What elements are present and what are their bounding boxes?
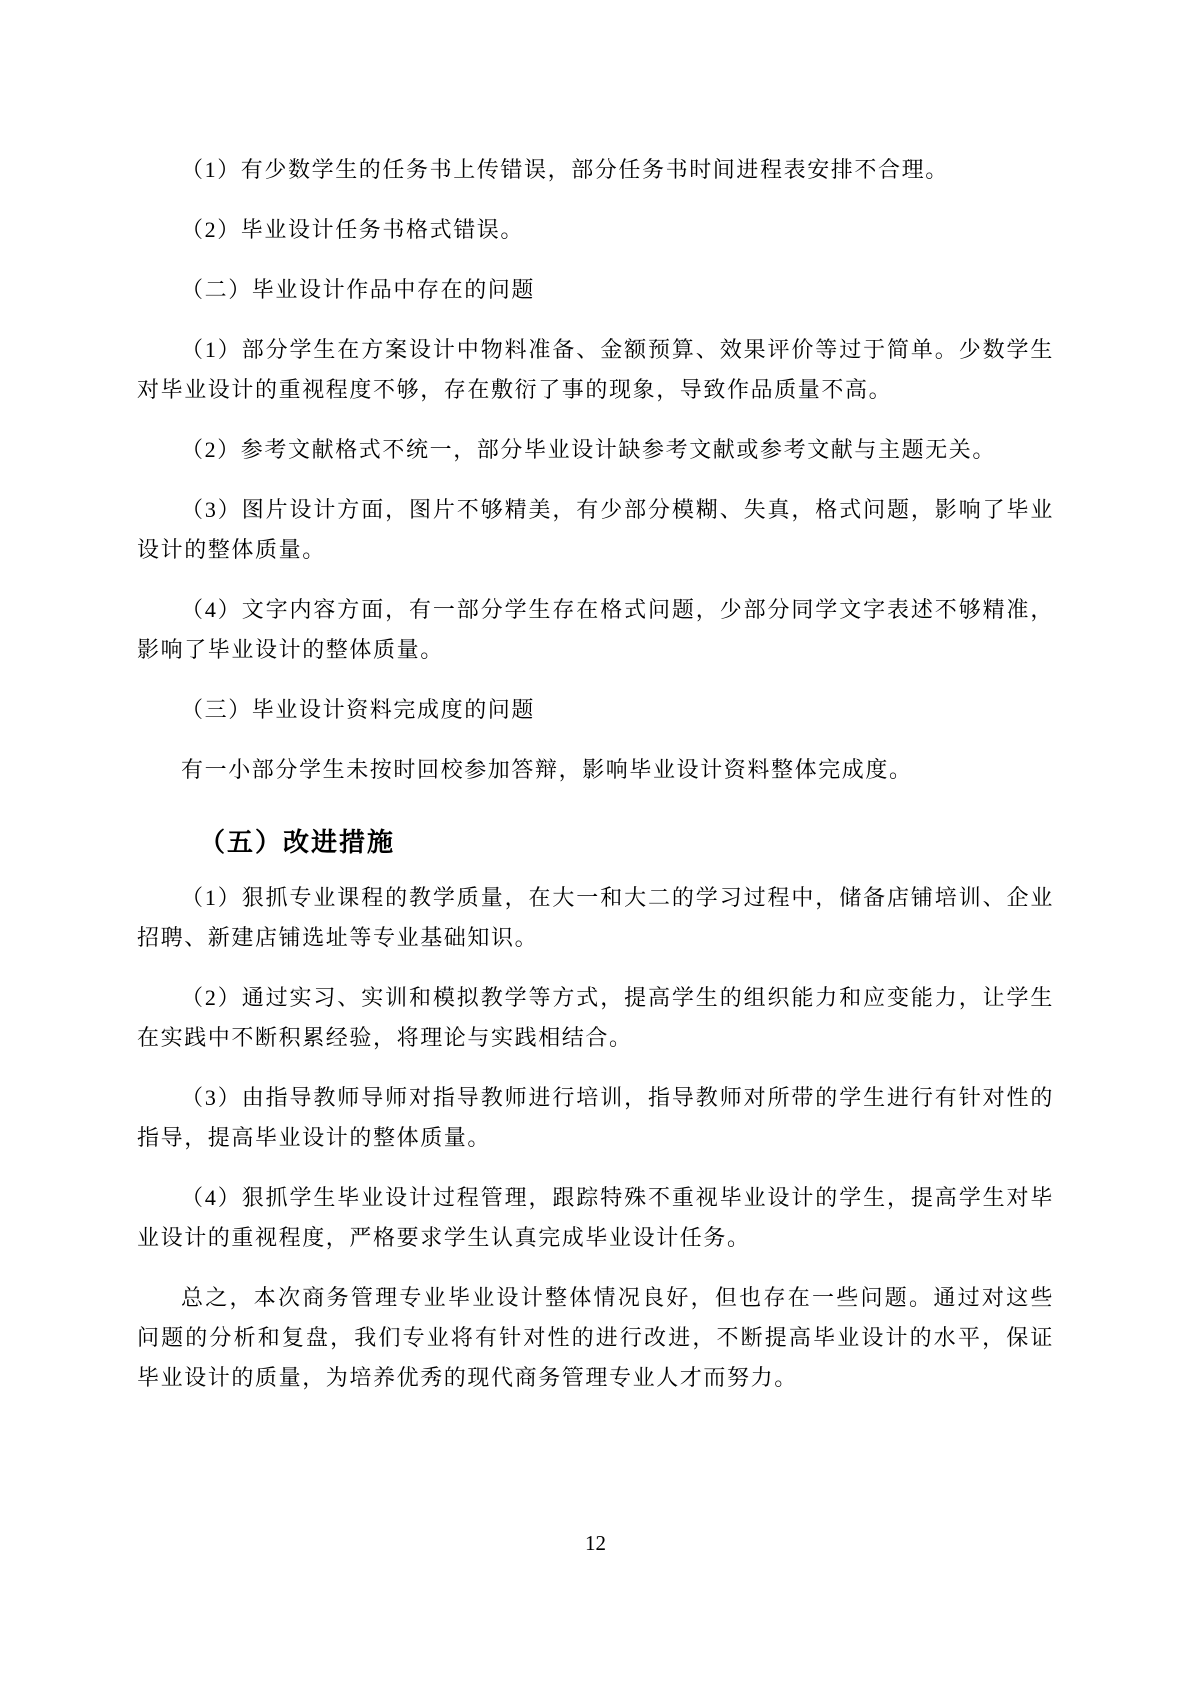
subsection-title-work-problems: （二）毕业设计作品中存在的问题	[181, 277, 536, 302]
paragraph-measure-practice-training: （2）通过实习、实训和模拟教学等方式，提高学生的组织能力和应变能力，让学生在实践中不断积累经验，将理论与实践相结合。	[137, 985, 1054, 1050]
paragraph-defense-attendance-issue: 有一小部分学生未按时回校参加答辩，影响毕业设计资料整体完成度。	[181, 757, 913, 782]
paragraph-task-book-upload-issue: （1）有少数学生的任务书上传错误，部分任务书时间进程表安排不合理。	[181, 157, 949, 182]
paragraph-reference-format-issue: （2）参考文献格式不统一，部分毕业设计缺参考文献或参考文献与主题无关。	[181, 437, 997, 462]
paragraph-measure-course-quality: （1）狠抓专业课程的教学质量，在大一和大二的学习过程中，储备店铺培训、企业招聘、新建店铺选址等专业基础知识。	[137, 885, 1054, 950]
page-content	[137, 150, 1054, 1418]
subsection-title-material-completion: （三）毕业设计资料完成度的问题	[181, 697, 536, 722]
page-footer	[0, 1528, 1191, 1558]
paragraph-measure-advisor-training: （3）由指导教师导师对指导教师进行培训，指导教师对所带的学生进行有针对性的指导，提高毕业设计的整体质量。	[137, 1085, 1054, 1150]
paragraph-task-book-format-issue: （2）毕业设计任务书格式错误。	[181, 217, 525, 242]
paragraph-text-content-issue: （4）文字内容方面，有一部分学生存在格式问题，少部分同学文字表述不够精准，影响了毕业设计的整体质量。	[137, 597, 1054, 662]
paragraph-measure-process-management: （4）狠抓学生毕业设计过程管理，跟踪特殊不重视毕业设计的学生，提高学生对毕业设计的重视程度，严格要求学生认真完成毕业设计任务。	[137, 1185, 1054, 1250]
paragraph-image-quality-issue: （3）图片设计方面，图片不够精美，有少部分模糊、失真，格式问题，影响了毕业设计的整体质量。	[137, 497, 1054, 562]
section-heading-improvement-measures: （五）改进措施	[199, 827, 396, 857]
paragraph-plan-design-too-simple: （1）部分学生在方案设计中物料准备、金额预算、效果评价等过于简单。少数学生对毕业设计的重视程度不够，存在敷衍了事的现象，导致作品质量不高。	[137, 337, 1054, 402]
page-number: 12	[585, 1531, 606, 1555]
paragraph-conclusion: 总之，本次商务管理专业毕业设计整体情况良好，但也存在一些问题。通过对这些问题的分析和复盘，我们专业将有针对性的进行改进，不断提高毕业设计的水平，保证毕业设计的质量，为培养优秀的现代商务管理专业人才而努力。	[137, 1285, 1054, 1390]
